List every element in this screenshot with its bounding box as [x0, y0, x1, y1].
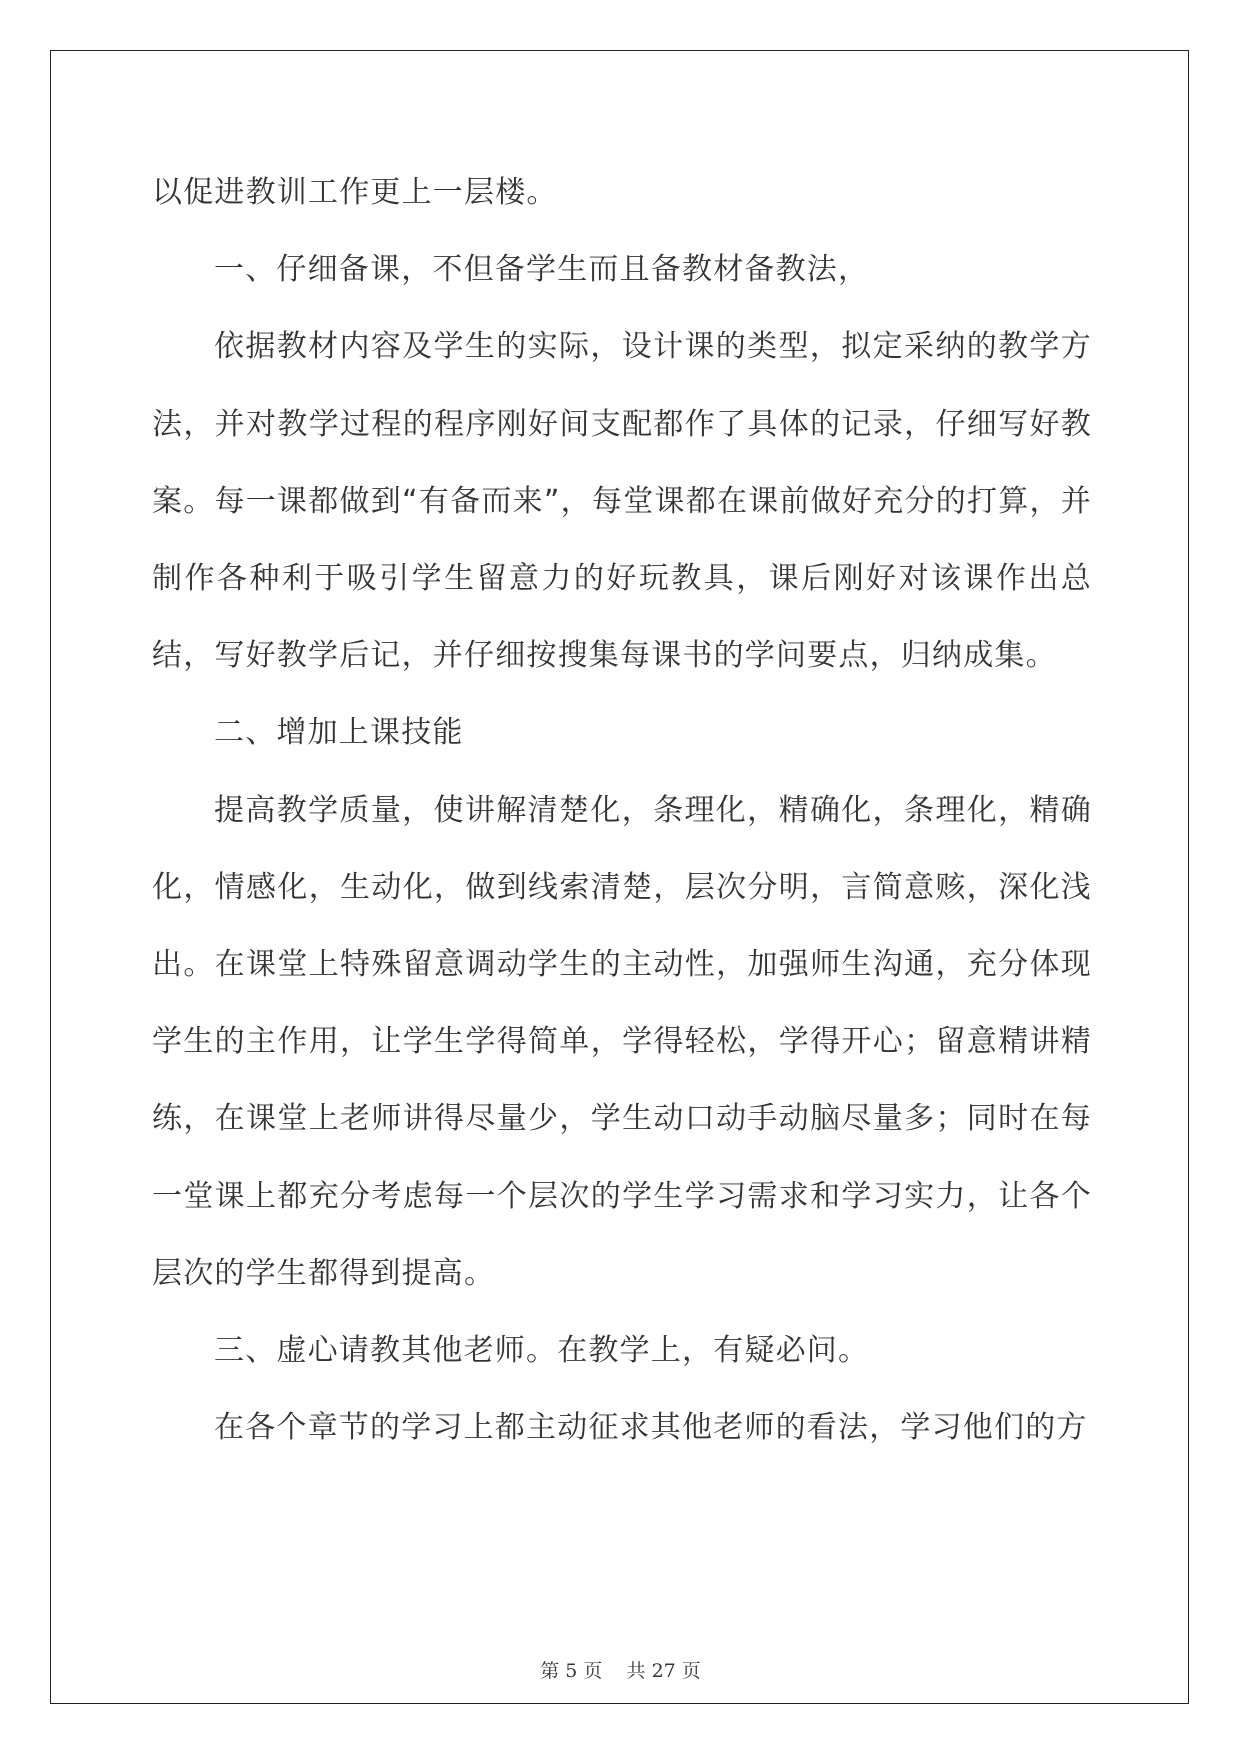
paragraph: 三、虚心请教其他老师。在教学上，有疑必问。 [214, 1333, 870, 1369]
paragraph: 以促进教训工作更上一层楼。 [152, 175, 558, 210]
paragraph: 二、增加上课技能 [214, 715, 464, 751]
document-body [152, 154, 1092, 1466]
page-number-footer: 第 5 页 共 27 页 [540, 1660, 701, 1682]
paragraph: 一、仔细备课，不但备学生而且备教材备教法， [214, 252, 870, 288]
paragraph: 提高教学质量，使讲解清楚化，条理化，精确化，条理化，精确化，情感化，生动化，做到线索清楚，层次分明，言简意赅，深化浅出。在课堂上特殊留意调动学生的主动性，加强师生沟通，充分体现学生的主作用，让学生学得简单，学得轻松，学得开心；留意精讲精练，在课堂上老师讲得尽量少，学生动口动手动脑尽量多；同时在每一堂课上都充分考虑每一个层次的学生学习需求和学习实力，让各个层次的学生都得到提高。 [152, 792, 1092, 1291]
paragraph: 在各个章节的学习上都主动征求其他老师的看法，学习他们的方 [214, 1410, 1088, 1446]
paragraph: 依据教材内容及学生的实际，设计课的类型，拟定采纳的教学方法，并对教学过程的程序刚好间支配都作了具体的记录，仔细写好教案。每一课都做到“有备而来”，每堂课都在课前做好充分的打算，并制作各种利于吸引学生留意力的好玩教具，课后刚好对该课作出总结，写好教学后记，并仔细按搜集每课书的学问要点，归纳成集。 [152, 329, 1092, 674]
